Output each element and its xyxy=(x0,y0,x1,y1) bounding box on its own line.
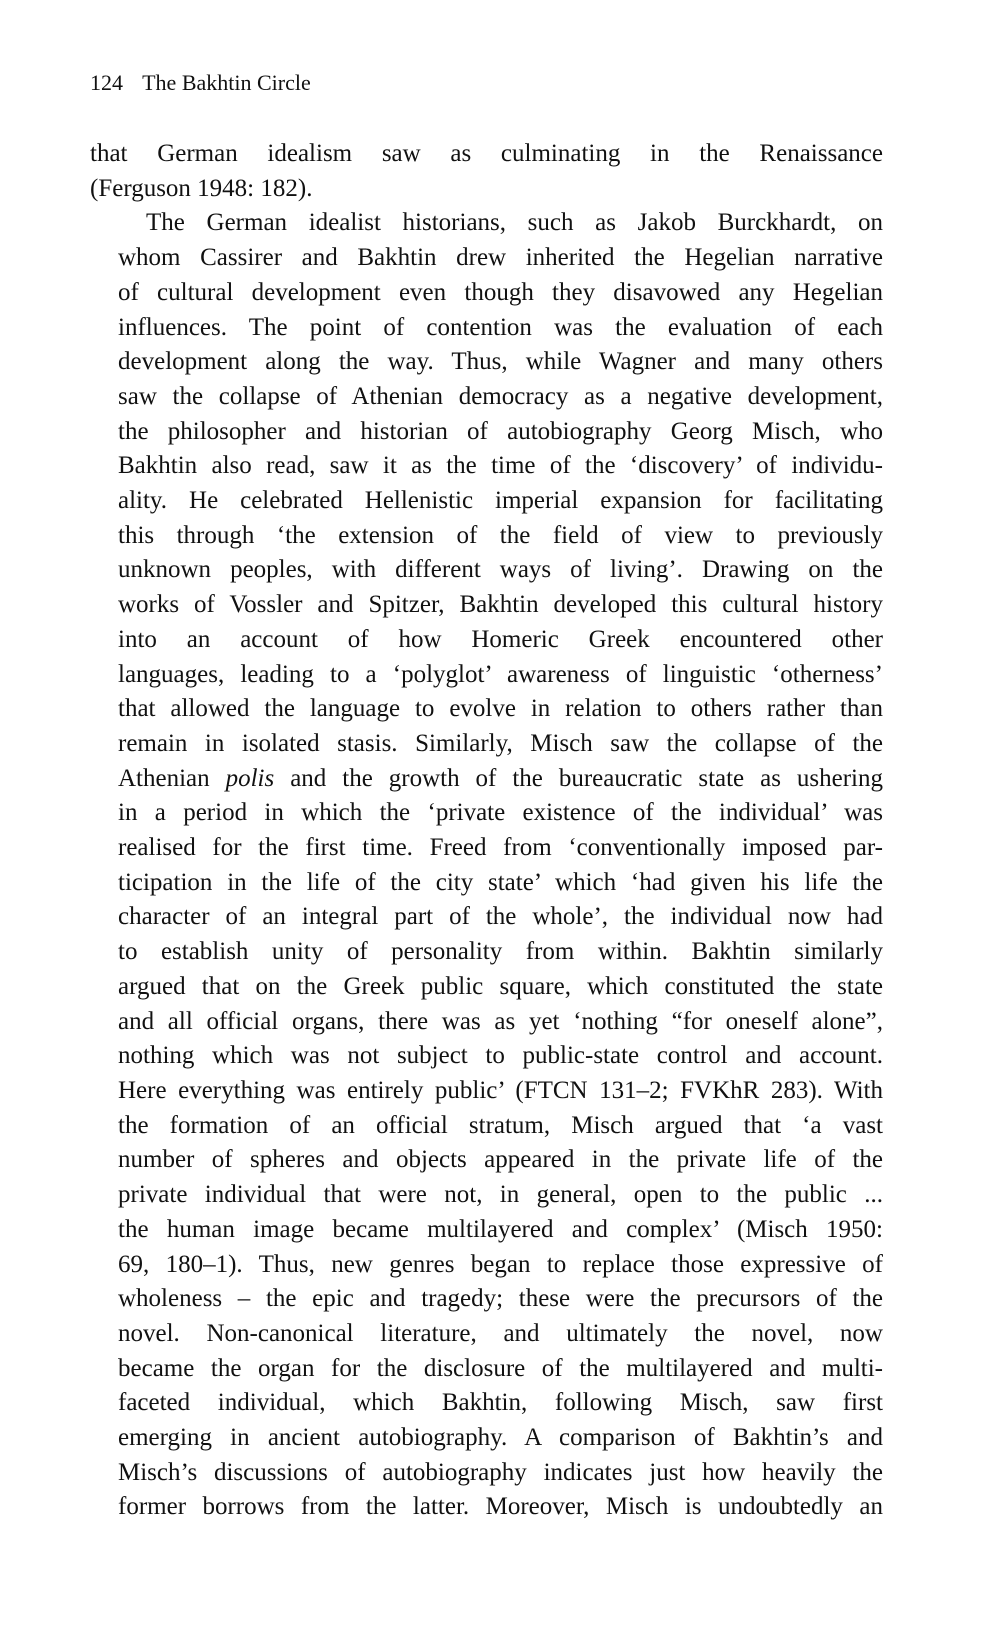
text-line: development along the way. Thus, while Wagner and many others xyxy=(118,348,883,376)
running-title: The Bakhtin Circle xyxy=(142,70,311,95)
text-line: into an account of how Homeric Greek encountered other xyxy=(118,625,883,653)
text-line: Here everything was entirely public’ (FTCN 131–2; FVKhR 283). With xyxy=(118,1076,883,1104)
text-line: argued that on the Greek public square, which constituted the state xyxy=(118,972,883,1000)
text-line: emerging in ancient autobiography. A comparison of Bakhtin’s and xyxy=(118,1424,883,1452)
text-line: unknown peoples, with different ways of living’. Drawing on the xyxy=(118,556,883,584)
text-line: Misch’s discussions of autobiography indicates just how heavily the xyxy=(118,1458,883,1486)
text-line: the formation of an official stratum, Misch argued that ‘a vast xyxy=(118,1111,883,1139)
paragraph xyxy=(90,137,883,206)
text-line: whom Cassirer and Bakhtin drew inherited the Hegelian narrative xyxy=(118,244,883,272)
running-head xyxy=(90,70,311,96)
text-line: languages, leading to a ‘polyglot’ awareness of linguistic ‘otherness’ xyxy=(118,660,883,688)
text-line: Athenian polis and the growth of the bureaucratic state as ushering xyxy=(118,764,883,792)
italic-term: polis xyxy=(225,764,275,792)
text-line: that German idealism saw as culminating in the Renaissance xyxy=(90,140,883,167)
text-line: novel. Non-canonical literature, and ultimately the novel, now xyxy=(118,1319,883,1347)
text-line: ticipation in the life of the city state’ which ‘had given his life the xyxy=(118,868,883,896)
text-line: saw the collapse of Athenian democracy as a negative development, xyxy=(118,382,883,410)
text-line: and all official organs, there was as yet ‘nothing “for oneself alone”, xyxy=(118,1007,883,1035)
text-line: number of spheres and objects appeared in the private life of the xyxy=(118,1146,883,1174)
text-line: the philosopher and historian of autobiography Georg Misch, who xyxy=(118,417,883,445)
text-line: works of Vossler and Spitzer, Bakhtin developed this cultural history xyxy=(118,591,883,619)
text-line: The German idealist historians, such as Jakob Burckhardt, on xyxy=(146,209,883,237)
text-line: Bakhtin also read, saw it as the time of the ‘discovery’ of individu- xyxy=(118,452,883,480)
text-line: ality. He celebrated Hellenistic imperial expansion for facilitating xyxy=(118,487,883,515)
text-line: character of an integral part of the whole’, the individual now had xyxy=(118,903,883,931)
text-line: former borrows from the latter. Moreover, Misch is undoubtedly an xyxy=(118,1493,883,1521)
text-line: nothing which was not subject to public-state control and account. xyxy=(118,1042,883,1070)
text-line: to establish unity of personality from within. Bakhtin similarly xyxy=(118,938,883,966)
text-line: influences. The point of contention was the evaluation of each xyxy=(118,313,883,341)
text-line: 69, 180–1). Thus, new genres began to replace those expressive of xyxy=(118,1250,883,1278)
text-line: this through ‘the extension of the field of view to previously xyxy=(118,521,883,549)
text-line: wholeness – the epic and tragedy; these were the precursors of the xyxy=(118,1285,883,1313)
text-line: that allowed the language to evolve in relation to others rather than xyxy=(118,695,883,723)
body-text xyxy=(90,137,883,1525)
page-number: 124 xyxy=(90,70,123,95)
text-line: (Ferguson 1948: 182). xyxy=(90,174,313,202)
text-line: private individual that were not, in general, open to the public ... xyxy=(118,1181,883,1209)
text-line: remain in isolated stasis. Similarly, Misch saw the collapse of the xyxy=(118,729,883,757)
text-line: realised for the first time. Freed from ‘conventionally imposed par- xyxy=(118,834,883,862)
text-line: of cultural development even though they disavowed any Hegelian xyxy=(118,278,883,306)
text-line: the human image became multilayered and complex’ (Misch 1950: xyxy=(118,1215,883,1243)
paragraph xyxy=(90,206,883,1525)
text-line: became the organ for the disclosure of the multilayered and multi- xyxy=(118,1354,883,1382)
text-line: faceted individual, which Bakhtin, following Misch, saw first xyxy=(118,1389,883,1417)
text-line: in a period in which the ‘private existence of the individual’ was xyxy=(118,799,883,827)
